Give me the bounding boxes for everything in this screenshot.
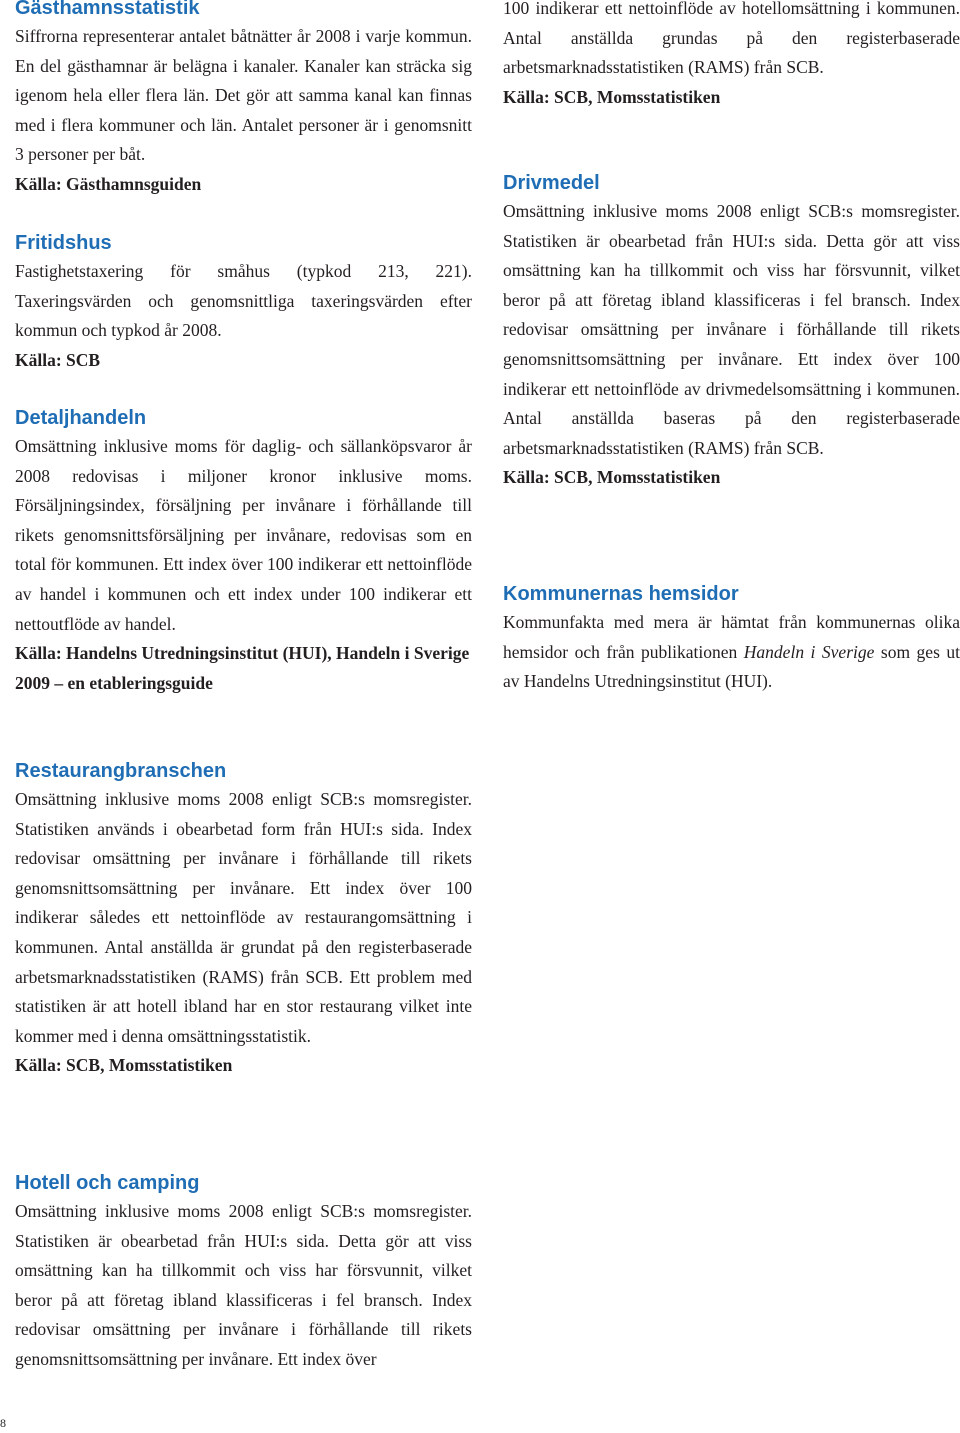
section-body (503, 608, 960, 697)
section-restaurangbranschen (15, 758, 472, 1081)
section-hotell-och-camping (15, 1170, 472, 1375)
page-number: 8 (0, 1416, 6, 1430)
section-title: Kommunernas hemsidor (503, 583, 739, 605)
section-body: Omsättning inklusive moms för daglig- och sällanköpsvaror år 2008 redovisas i miljoner kronor inklusive moms. Försäljningsindex, försäljning per invånare i förhållande till rikets genomsnittsförsäljning per invånare, redovisas som en total för kommunen. Ett index över 100 indikerar ett nettoinflöde av handel i kommunen och ett index under 100 indikerar ett nettoutflöde av handel. (15, 436, 472, 634)
section-body: Omsättning inklusive moms 2008 enligt SCB:s momsregister. Statistiken är obearbetad från HUI:s sida. Detta gör att viss omsättning kan ha tillkommit och viss har försvunnit, vilket beror på att företag ibland klassificeras i fel bransch. Index redovisar omsättning per invånare i förhållande till rikets genomsnittsomsättning per invånare. Ett index över (15, 1201, 472, 1369)
section-source: Källa: SCB, Momsstatistiken (503, 86, 721, 107)
section-title: Hotell och camping (15, 1172, 200, 1194)
section-body: Fastighetstaxering för småhus (typkod 213, 221). Taxeringsvärden och genomsnittliga taxeringsvärden efter kommun och typkod år 2008. (15, 261, 472, 341)
section-source: Källa: SCB (15, 349, 101, 370)
section-gasthamnsstatistik (15, 0, 472, 200)
section-title: Fritidshus (15, 232, 112, 254)
section-body: Omsättning inklusive moms 2008 enligt SCB:s momsregister. Statistiken används i obearbetad form från HUI:s sida. Index redovisar omsättning per invånare i förhållande till rikets genomsnittsomsättning per invånare. Ett index över 100 indikerar således ett nettoinflöde av restaurangomsättning i kommunen. Antal anställda är grundat på den registerbaserade arbetsmarknadsstatistiken (RAMS) från SCB. Ett problem med statistiken är att hotell ibland har en stor restaurang vilket inte kommer med i denna omsättningsstatistik. (15, 789, 472, 1046)
section-source: Källa: Gästhamnsguiden (15, 173, 202, 194)
section-body: 100 indikerar ett nettoinflöde av hotellomsättning i kommunen. Antal anställda grundas på den registerbaserade arbetsmarknadsstatistiken (RAMS) från SCB. (503, 0, 960, 78)
publication-title: Handeln i Sverige (743, 641, 875, 662)
section-detaljhandeln (15, 405, 472, 698)
section-source: Källa: Handelns Utredningsinstitut (HUI), Handeln i Sverige 2009 – en etableringsguide (15, 643, 470, 693)
section-kommunernas-hemsidor (503, 581, 960, 697)
section-body: Siffrorna representerar antalet båtnätter år 2008 i varje kommun. En del gästhamnar är belägna i kanaler. Kanaler kan sträcka sig igenom hela eller flera län. Det gör att samma kanal kan finnas med i flera kommuner och län. Antalet personer är i genomsnitt 3 personer per båt. (15, 26, 472, 165)
section-title: Restaurangbranschen (15, 760, 227, 782)
section-drivmedel (503, 170, 960, 493)
body-text-before: Kommunfakta med mera är hämtat från kommunernas olika hemsidor och från publikationen (503, 612, 960, 662)
section-title: Gästhamnsstatistik (15, 0, 200, 19)
section-source: Källa: SCB, Momsstatistiken (503, 467, 721, 488)
section-source: Källa: SCB, Momsstatistiken (15, 1055, 233, 1076)
section-fritidshus (15, 230, 472, 375)
section-body: Omsättning inklusive moms 2008 enligt SCB:s momsregister. Statistiken är obearbetad från HUI:s sida. Detta gör att viss omsättning kan ha tillkommit och viss har försvunnit, vilket beror på att företag ibland klassificeras i fel bransch. Index redovisar omsättning per invånare i förhållande till rikets genomsnittsomsättning per invånare. Ett index över 100 indikerar ett nettoinflöde av drivmedelsomsättning i kommunen. Antal anställda baseras på den registerbaserade arbetsmarknadsstatistiken (RAMS) från SCB. (503, 201, 960, 458)
section-title: Drivmedel (503, 172, 600, 194)
body-text-after: som ges ut av Handelns Utredningsinstitut (HUI). (503, 641, 960, 692)
section-title: Detaljhandeln (15, 407, 147, 429)
section-hotell-continued (503, 0, 960, 112)
